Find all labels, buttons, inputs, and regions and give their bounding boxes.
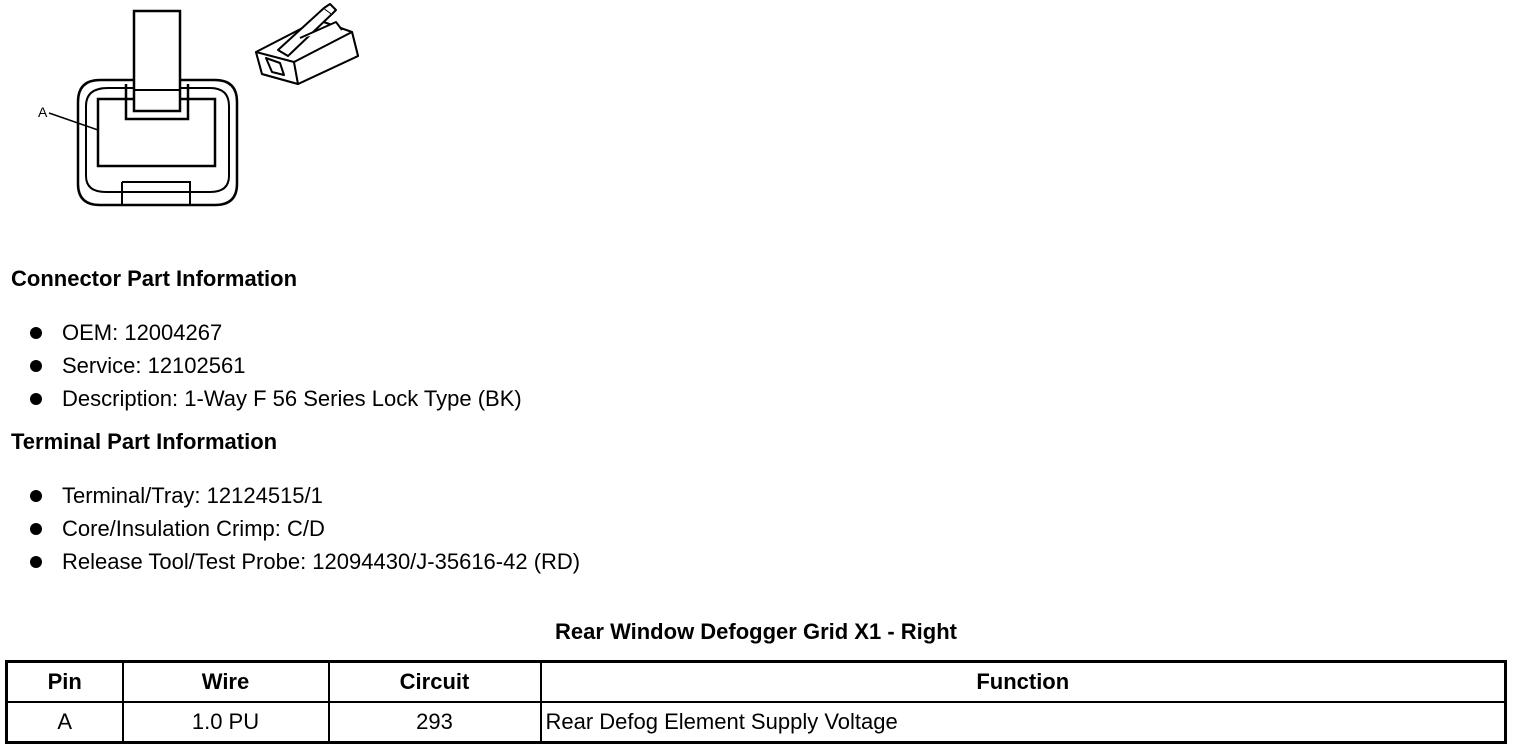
connector-diagram: [0, 0, 380, 215]
bullet-icon: [30, 360, 42, 372]
list-item-text: Service: 12102561: [62, 353, 246, 378]
circuit-cell: 293: [329, 702, 541, 743]
list-item-text: Description: 1-Way F 56 Series Lock Type (BK): [62, 386, 522, 411]
list-item: [30, 518, 580, 551]
connector-part-list: [30, 322, 522, 421]
list-item: [30, 388, 522, 421]
connector-isometric-drawing: [256, 4, 358, 84]
column-header-circuit: Circuit: [329, 662, 541, 703]
table-header-row: [7, 662, 1506, 703]
terminal-part-heading: Terminal Part Information: [11, 429, 278, 454]
connector-part-heading: Connector Part Information: [11, 266, 298, 291]
pin-cell: A: [7, 702, 123, 743]
pin-table: [5, 660, 1507, 744]
list-item: [30, 485, 580, 518]
function-cell: Rear Defog Element Supply Voltage: [541, 702, 1506, 743]
column-header-wire: Wire: [123, 662, 329, 703]
bullet-icon: [30, 556, 42, 568]
pin-table-title: Rear Window Defogger Grid X1 - Right: [555, 619, 957, 644]
bullet-icon: [30, 393, 42, 405]
column-header-function: Function: [541, 662, 1506, 703]
list-item-text: Release Tool/Test Probe: 12094430/J-35616-42 (RD): [62, 549, 581, 574]
list-item-text: Terminal/Tray: 12124515/1: [62, 483, 323, 508]
connector-face-drawing: [78, 11, 237, 205]
bullet-icon: [30, 523, 42, 535]
list-item-text: Core/Insulation Crimp: C/D: [62, 516, 325, 541]
bullet-icon: [30, 327, 42, 339]
list-item: [30, 355, 522, 388]
wire-cell: 1.0 PU: [123, 702, 329, 743]
list-item: [30, 551, 580, 584]
callout-label-a: A: [38, 104, 48, 120]
table-row: [7, 702, 1506, 743]
terminal-part-list: [30, 485, 580, 584]
list-item-text: OEM: 12004267: [62, 320, 223, 345]
list-item: [30, 322, 522, 355]
bullet-icon: [30, 490, 42, 502]
column-header-pin: Pin: [7, 662, 123, 703]
